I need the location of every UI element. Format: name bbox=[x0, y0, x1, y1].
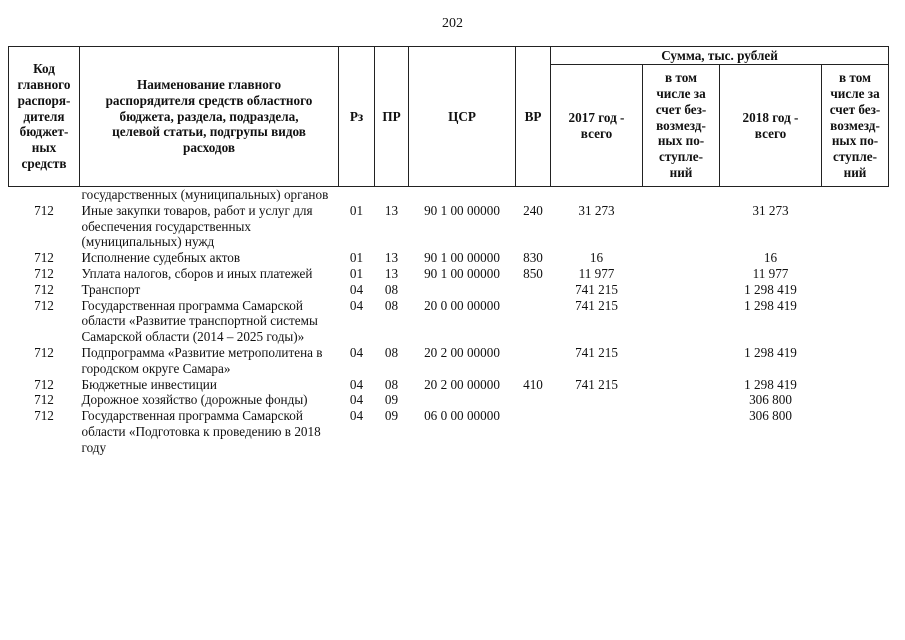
cell-code: 712 bbox=[34, 344, 54, 360]
cell-pr: 09 bbox=[384, 392, 399, 408]
cell-name: Транспорт bbox=[81, 281, 141, 297]
cell-code: 712 bbox=[34, 202, 54, 218]
cell-2018-total: 306 800 bbox=[749, 392, 792, 408]
cell-2018-total: 31 273 bbox=[752, 202, 789, 218]
cell-2018-total: 1 298 419 bbox=[744, 281, 797, 297]
cell-vr: 850 bbox=[523, 265, 543, 281]
cell-csr: 90 1 00 00000 bbox=[424, 265, 500, 281]
cell-2017-free bbox=[643, 345, 720, 377]
cell-2017-total: 31 273 bbox=[578, 202, 615, 218]
header-sum: Сумма, тыс. рублей bbox=[551, 47, 889, 65]
cell-vr: 410 bbox=[523, 376, 543, 392]
cell-2018-free bbox=[822, 392, 889, 408]
cell-2018-free bbox=[822, 282, 889, 298]
header-code: Код главного распоря-дителя бюджет-ных средств bbox=[9, 47, 80, 187]
cell-pr bbox=[375, 187, 409, 203]
cell-2018-total: 1 298 419 bbox=[744, 376, 797, 392]
cell-2018-free bbox=[822, 266, 889, 282]
cell-name: государственных (муниципальных) органов bbox=[81, 187, 329, 202]
table-header bbox=[9, 47, 889, 187]
table-row bbox=[9, 266, 889, 282]
cell-name: Исполнение судебных актов bbox=[81, 250, 241, 266]
cell-csr bbox=[409, 282, 516, 298]
cell-2018-total: 1 298 419 bbox=[744, 344, 797, 360]
cell-code: 712 bbox=[34, 265, 54, 281]
cell-vr: 240 bbox=[523, 202, 543, 218]
cell-2017-total bbox=[551, 408, 643, 455]
page-number: 202 bbox=[442, 16, 463, 31]
cell-2018-free bbox=[822, 250, 889, 266]
cell-2018-free bbox=[822, 377, 889, 393]
cell-name: Подпрограмма «Развитие метрополитена в городском округе Самара» bbox=[81, 344, 323, 376]
table-row bbox=[9, 203, 889, 250]
cell-name: Государственная программа Самарской области «Развитие транспортной системы Самарской области (2014 – 2025 годы)» bbox=[81, 297, 318, 345]
cell-2018-free bbox=[822, 187, 889, 203]
table-row bbox=[9, 408, 889, 455]
cell-2017-total: 741 215 bbox=[575, 297, 618, 313]
table-row bbox=[9, 298, 889, 345]
cell-2017-free bbox=[643, 392, 720, 408]
header-2017-free: в том числе за счет без-возмезд-ных по-ступле-ний bbox=[643, 65, 720, 187]
cell-rz: 04 bbox=[349, 392, 364, 408]
table-row bbox=[9, 250, 889, 266]
cell-vr bbox=[516, 282, 551, 298]
cell-code: 712 bbox=[34, 376, 54, 392]
cell-pr: 13 bbox=[384, 202, 399, 218]
cell-csr: 90 1 00 00000 bbox=[424, 202, 500, 218]
header-2018-free: в том числе за счет без-возмезд-ных по-ступле-ний bbox=[822, 65, 889, 187]
header-name: Наименование главного распорядителя средств областного бюджета, раздела, подраздела, целевой статьи, подгрупы видов расходов bbox=[80, 47, 339, 187]
cell-code: 712 bbox=[34, 297, 54, 313]
header-2017-total: 2017 год - всего bbox=[551, 65, 643, 187]
cell-csr: 20 0 00 00000 bbox=[424, 297, 500, 313]
cell-vr bbox=[516, 345, 551, 377]
cell-pr: 08 bbox=[384, 297, 399, 313]
cell-pr: 13 bbox=[384, 250, 399, 266]
cell-code: 712 bbox=[34, 281, 54, 297]
cell-rz: 01 bbox=[349, 250, 364, 266]
cell-name: Бюджетные инвестиции bbox=[81, 376, 217, 392]
cell-rz: 01 bbox=[349, 202, 364, 218]
cell-code: 712 bbox=[34, 408, 54, 424]
cell-2018-total: 11 977 bbox=[752, 265, 789, 281]
cell-vr bbox=[516, 392, 551, 408]
cell-2018-total: 306 800 bbox=[749, 408, 792, 424]
cell-2017-total: 741 215 bbox=[575, 344, 618, 360]
cell-csr bbox=[409, 187, 516, 203]
header-rz: Рз bbox=[339, 47, 375, 187]
cell-pr: 13 bbox=[384, 265, 399, 281]
cell-2017-free bbox=[643, 187, 720, 203]
cell-2018-total bbox=[720, 187, 822, 203]
cell-2017-total: 741 215 bbox=[575, 281, 618, 297]
cell-name: Государственная программа Самарской области «Подготовка к проведению в 2018 году bbox=[81, 408, 321, 455]
table-row bbox=[9, 187, 889, 203]
cell-rz: 04 bbox=[349, 408, 364, 424]
cell-rz: 01 bbox=[349, 265, 364, 281]
cell-2017-free bbox=[643, 282, 720, 298]
cell-code: 712 bbox=[34, 392, 54, 408]
cell-csr: 90 1 00 00000 bbox=[424, 250, 500, 266]
cell-2018-free bbox=[822, 203, 889, 250]
cell-pr: 08 bbox=[384, 344, 399, 360]
cell-name: Иные закупки товаров, работ и услуг для обеспечения государственных (муниципальных) нужд bbox=[81, 202, 313, 250]
table-row bbox=[9, 282, 889, 298]
cell-csr: 20 2 00 00000 bbox=[424, 376, 500, 392]
cell-vr bbox=[516, 298, 551, 345]
cell-rz: 04 bbox=[349, 344, 364, 360]
cell-2018-total: 16 bbox=[763, 250, 778, 266]
cell-2017-total: 741 215 bbox=[575, 376, 618, 392]
cell-2018-free bbox=[822, 298, 889, 345]
cell-rz: 04 bbox=[349, 376, 364, 392]
cell-rz: 04 bbox=[349, 281, 364, 297]
cell-2017-total: 11 977 bbox=[578, 265, 615, 281]
header-pr: ПР bbox=[375, 47, 409, 187]
table-body bbox=[9, 187, 889, 456]
cell-2018-free bbox=[822, 408, 889, 455]
table-row bbox=[9, 392, 889, 408]
cell-vr: 830 bbox=[523, 250, 543, 266]
cell-code: 712 bbox=[34, 250, 54, 266]
cell-csr: 20 2 00 00000 bbox=[424, 344, 500, 360]
cell-code bbox=[9, 187, 80, 203]
header-2018-total: 2018 год - всего bbox=[720, 65, 822, 187]
cell-pr: 08 bbox=[384, 281, 399, 297]
cell-2017-free bbox=[643, 377, 720, 393]
cell-vr bbox=[516, 408, 551, 455]
cell-2017-free bbox=[643, 298, 720, 345]
cell-2017-free bbox=[643, 408, 720, 455]
cell-2018-total: 1 298 419 bbox=[744, 297, 797, 313]
table-row bbox=[9, 345, 889, 377]
cell-csr: 06 0 00 00000 bbox=[424, 408, 500, 424]
header-csr: ЦСР bbox=[409, 47, 516, 187]
cell-2017-free bbox=[643, 250, 720, 266]
cell-2018-free bbox=[822, 345, 889, 377]
cell-2017-total: 16 bbox=[589, 250, 604, 266]
cell-vr bbox=[516, 187, 551, 203]
table-row bbox=[9, 377, 889, 393]
cell-rz bbox=[339, 187, 375, 203]
budget-table bbox=[8, 46, 889, 456]
cell-2017-total bbox=[551, 392, 643, 408]
cell-2017-free bbox=[643, 266, 720, 282]
cell-name: Уплата налогов, сборов и иных платежей bbox=[81, 265, 313, 281]
cell-name: Дорожное хозяйство (дорожные фонды) bbox=[81, 392, 308, 408]
cell-2017-total bbox=[551, 187, 643, 203]
cell-2017-free bbox=[643, 203, 720, 250]
cell-rz: 04 bbox=[349, 297, 364, 313]
cell-pr: 09 bbox=[384, 408, 399, 424]
header-vr: ВР bbox=[516, 47, 551, 187]
cell-pr: 08 bbox=[384, 376, 399, 392]
cell-csr bbox=[409, 392, 516, 408]
